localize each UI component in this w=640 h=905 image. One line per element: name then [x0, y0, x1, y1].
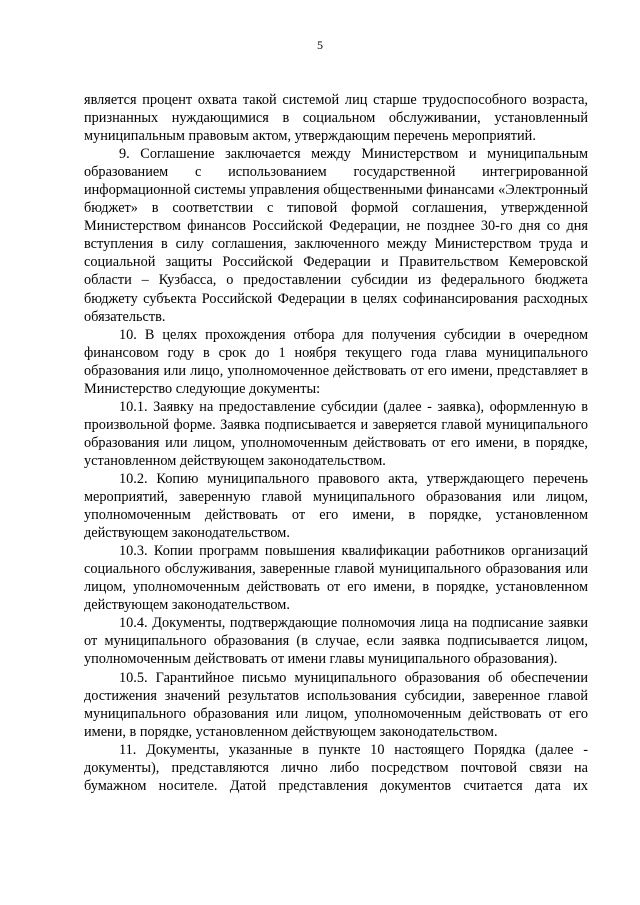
paragraph-9: 9. Соглашение заключается между Министерством и муниципальным образованием с использованием государственной интегрированной информационной системы управления общественными финансами «Электронный бюджет» в соответствии с типовой формой соглашения, утвержденной Министерством финансов Российской Федерации, не позднее 30-го дня со дня вступления в силу соглашения, заключенного между Министерством труда и социальной защиты Российской Федерации и Правительством Кемеровской области – Кузбасса, о предоставлении субсидии из федерального бюджета бюджету субъекта Российской Федерации в целях софинансирования расходных обязательств. [84, 146, 588, 325]
paragraph-10: 10. В целях прохождения отбора для получения субсидии в очередном финансовом году в срок до 1 ноября текущего года глава муниципального образования или лицо, уполномоченное действовать от его имени, представляет в Министерство следующие документы: [84, 326, 588, 397]
paragraph-10-1: 10.1. Заявку на предоставление субсидии (далее - заявка), оформленную в произвольной форме. Заявка подписывается и заверяется главой муниципального образования или лицом, уполномоченным действовать от его имени, в порядке, установленном действующем законодательством. [84, 398, 588, 469]
paragraph-10-2: 10.2. Копию муниципального правового акта, утверждающего перечень мероприятий, заверенную главой муниципального образования или лицом, уполномоченным действовать от его имени, в порядке, установленном действующем законодательством. [84, 470, 588, 542]
page-number: 5 [317, 38, 323, 52]
paragraph-10-5: 10.5. Гарантийное письмо муниципального образования об обеспечении достижения значений результатов использования субсидии, заверенное главой муниципального образования или лицом, уполномоченным действовать от его имени, в порядке, установленном действующем законодательством. [84, 669, 588, 740]
paragraph-10-3: 10.3. Копии программ повышения квалификации работников организаций социального обслуживания, заверенные главой муниципального образования или лицом, уполномоченным действовать от его имени, в порядке, установленном действующем законодательством. [84, 543, 588, 614]
paragraph-11: 11. Документы, указанные в пункте 10 настоящего Порядка (далее - документы), представляются лично либо посредством почтовой связи на бумажном носителе. Датой представления документов считается дата их [84, 741, 588, 794]
paragraph-10-4: 10.4. Документы, подтверждающие полномочия лица на подписание заявки от муниципального образования (в случае, если заявка подписывается лицом, уполномоченным действовать от имени главы муниципального образования). [84, 615, 588, 668]
paragraph-continuation: является процент охвата такой системой лиц старше трудоспособного возраста, признанных нуждающимися в социальном обслуживании, установленный муниципальным правовым актом, утверждающим перечень мероприятий. [84, 92, 588, 145]
document-body [84, 91, 588, 795]
